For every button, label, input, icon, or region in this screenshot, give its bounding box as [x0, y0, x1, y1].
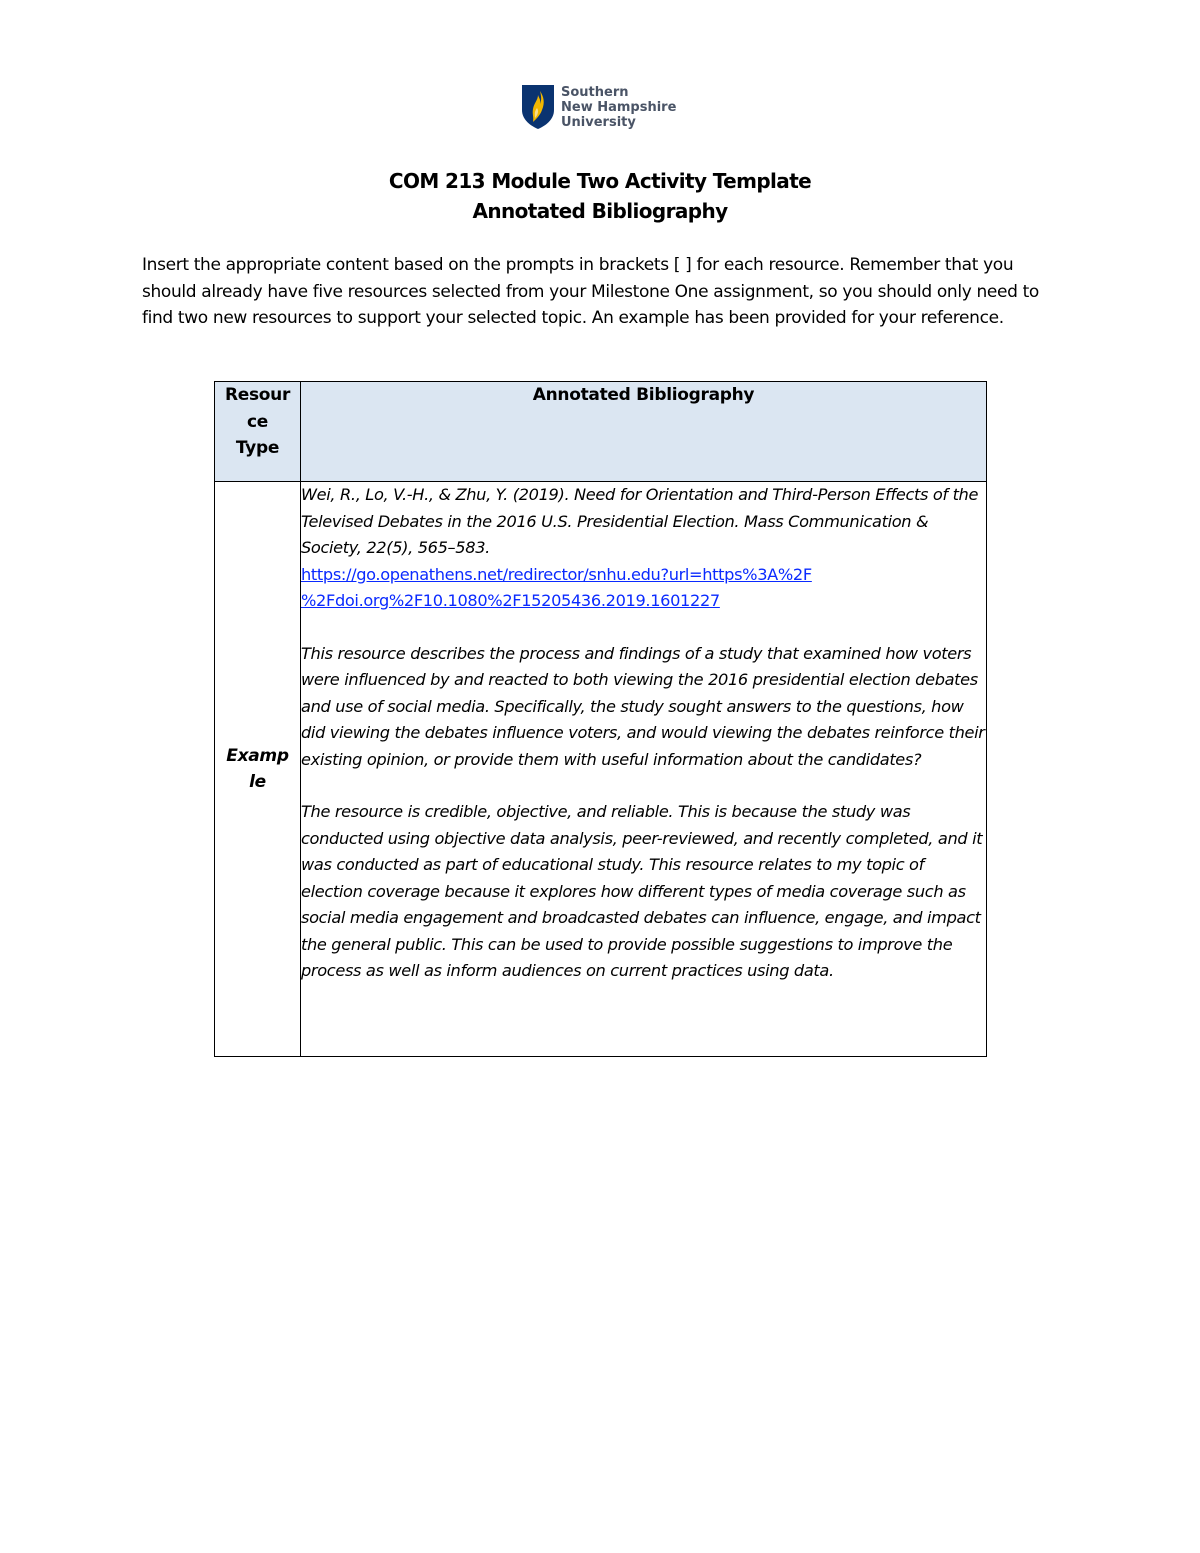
table-row	[215, 482, 987, 1057]
resource-type-header-line-1: Resour	[224, 385, 291, 405]
evaluation-paragraph: The resource is credible, objective, and reliable. This is because the study was conducted using objective data analysis, peer-reviewed, and recently completed, and it was conducted as part of educational study. This resource relates to my topic of election coverage because it explores how different types of media coverage such as social media engagement and broadcasted debates can influence, engage, and impact the general public. This can be used to provide possible suggestions to improve the process as well as inform audiences on current practices using data.	[301, 802, 983, 980]
resource-type-header	[215, 382, 301, 482]
example-annotation-cell	[301, 482, 987, 1057]
logo-line-1: Southern	[561, 84, 629, 100]
document-subtitle: Annotated Bibliography	[472, 199, 728, 223]
snhu-logo	[521, 84, 676, 130]
annotated-bibliography-header: Annotated Bibliography	[301, 382, 987, 482]
resource-type-header-line-3: Type	[235, 438, 280, 458]
document-title: COM 213 Module Two Activity Template	[388, 169, 812, 193]
shield-flame-icon	[521, 84, 555, 130]
logo-line-3: University	[561, 114, 636, 130]
resource-type-header-line-2: ce	[246, 411, 268, 432]
citation-text: Wei, R., Lo, V.-H., & Zhu, Y. (2019). Need for Orientation and Third-Person Effects of the Televised Debates in the 2016 U.S. Presidential Election. Mass Communication & Society, 22(5), 565–583.	[301, 485, 979, 557]
citation-link-line-2[interactable]: %2Fdoi.org%2F10.1080%2F15205436.2019.1601227	[301, 591, 720, 610]
citation-block	[301, 482, 986, 615]
instructions-paragraph: Insert the appropriate content based on the prompts in brackets [ ] for each resource. Remember that you should already have five resources selected from your Milestone One assignment, so you should only need to find two new resources to support your selected topic. An example has been provided for your reference.	[142, 255, 1039, 328]
summary-paragraph: This resource describes the process and findings of a study that examined how voters were influenced by and reacted to both viewing the 2016 presidential election debates and use of social media. Specifically, the study sought answers to the questions, how did viewing the debates influence voters, and would viewing the debates reinforce their existing opinion, or provide them with useful information about the candidates?	[301, 643, 985, 769]
citation-link-line-1[interactable]: https://go.openathens.net/redirector/snhu.edu?url=https%3A%2F	[301, 564, 812, 584]
document-header	[0, 166, 1200, 226]
example-label-line-2: le	[249, 772, 266, 792]
annotated-bibliography-table	[214, 381, 987, 1057]
example-row-label	[215, 482, 301, 1057]
logo-line-2: New Hampshire	[561, 99, 677, 115]
example-label-line-1: Examp	[226, 745, 289, 766]
logo-wordmark	[561, 85, 676, 130]
table-header-row	[215, 382, 987, 482]
